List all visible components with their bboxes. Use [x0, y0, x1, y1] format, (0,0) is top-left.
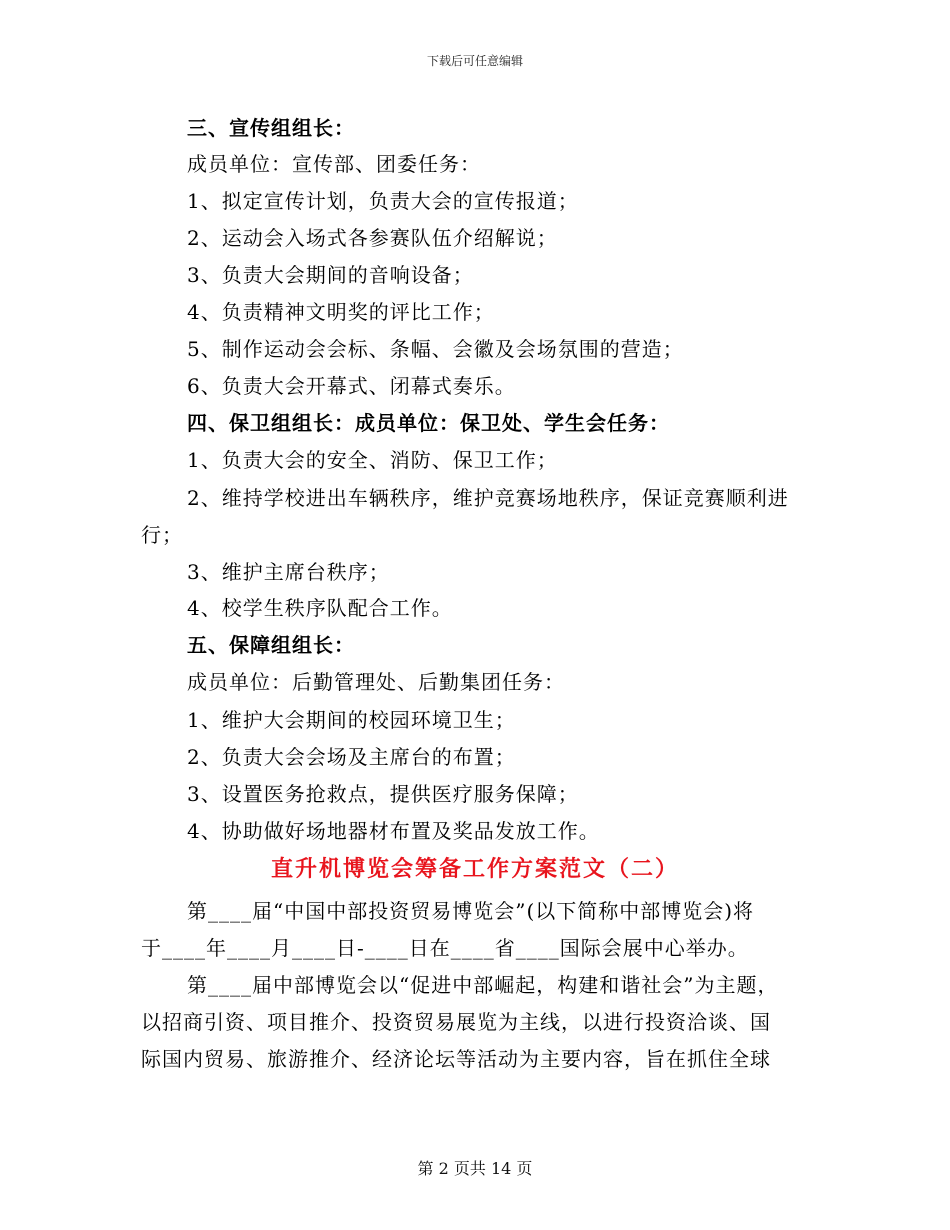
list-item-continuation: 行；: [141, 523, 183, 547]
list-item: 6、负责大会开幕式、闭幕式奏乐。: [187, 374, 516, 398]
list-item: 1、负责大会的安全、消防、保卫工作；: [187, 448, 558, 472]
paragraph-line: 际国内贸易、旅游推介、经济论坛等活动为主要内容，旨在抓住全球: [141, 1047, 771, 1071]
list-item: 5、制作运动会会标、条幅、会徽及会场氛围的营造；: [187, 337, 684, 361]
list-item: 2、维持学校进出车辆秩序，维护竞赛场地秩序，保证竞赛顺利进: [187, 486, 789, 510]
section-heading-security: 四、保卫组组长：成员单位：保卫处、学生会任务：: [187, 411, 670, 435]
page-header: 下载后可任意编辑: [426, 54, 523, 68]
paragraph-line: 第____届中部博览会以“促进中部崛起，构建和谐社会”为主题，: [187, 973, 779, 997]
list-item: 1、拟定宣传计划，负责大会的宣传报道；: [187, 189, 579, 213]
paragraph-line: 成员单位：宣传部、团委任务：: [187, 152, 481, 176]
paragraph-line: 第____届“中国中部投资贸易博览会”(以下简称中部博览会)将: [187, 899, 755, 923]
list-item: 2、运动会入场式各参赛队伍介绍解说；: [187, 226, 558, 250]
paragraph-line: 成员单位：后勤管理处、后勤集团任务：: [187, 670, 565, 694]
paragraph-line: 以招商引资、项目推介、投资贸易展览为主线，以进行投资洽谈、国: [141, 1010, 771, 1034]
paragraph-line: 于____年____月____日-____日在____省____国际会展中心举办。: [141, 936, 749, 960]
page-footer: 第 2 页共 14 页: [417, 1159, 533, 1178]
section-heading-logistics: 五、保障组组长：: [187, 633, 355, 657]
list-item: 4、校学生秩序队配合工作。: [187, 596, 453, 620]
section-heading-publicity: 三、宣传组组长：: [187, 116, 355, 140]
list-item: 1、维护大会期间的校园环境卫生；: [187, 708, 516, 732]
list-item: 3、设置医务抢救点，提供医疗服务保障；: [187, 782, 579, 806]
list-item: 4、负责精神文明奖的评比工作；: [187, 300, 495, 324]
list-item: 2、负责大会会场及主席台的布置；: [187, 745, 516, 769]
list-item: 3、维护主席台秩序；: [187, 560, 390, 584]
list-item: 3、负责大会期间的音响设备；: [187, 263, 474, 287]
list-item: 4、协助做好场地器材布置及奖品发放工作。: [187, 819, 600, 843]
document-title: 直升机博览会筹备工作方案范文（二）: [270, 856, 679, 882]
